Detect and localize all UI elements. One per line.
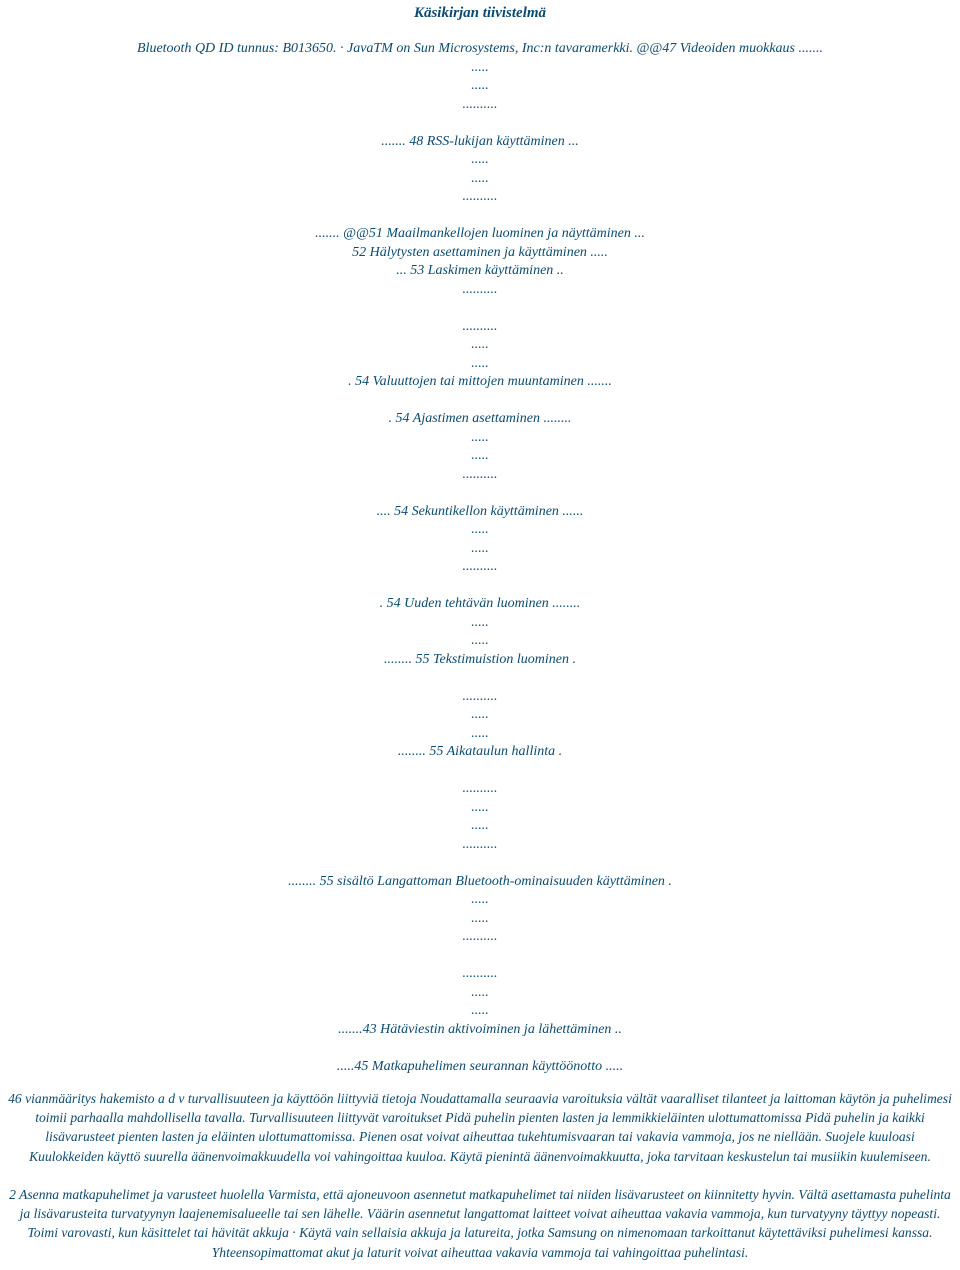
toc-line: .....	[471, 910, 489, 926]
toc-line: .....	[471, 429, 489, 445]
toc-line: . 54 Valuuttojen tai mittojen muuntaminen .......	[348, 374, 612, 389]
toc-line: ..........	[462, 189, 498, 204]
toc-line: ... 53 Laskimen käyttäminen ..	[396, 263, 564, 278]
toc-line: .... 54 Sekuntikellon käyttäminen ......	[376, 503, 584, 519]
toc-line: .....	[471, 522, 489, 537]
toc-line: Bluetooth QD ID tunnus: B013650. · JavaTM on Sun Microsystems, Inc:n tavaramerkki. @@47 Videoiden muokkaus .......	[137, 41, 823, 56]
toc-line: ..........	[462, 688, 498, 704]
toc-line: ..........	[462, 966, 498, 981]
toc-line: .....	[471, 1003, 489, 1018]
toc-line: .....	[471, 984, 489, 1000]
page-title: Käsikirjan tiivistelmä	[413, 5, 547, 21]
toc-line: .....	[471, 170, 489, 186]
toc-line: .....	[471, 152, 489, 167]
toc-line: .....	[471, 540, 489, 556]
toc-line: . 54 Uuden tehtävän luominen ........	[379, 596, 581, 611]
toc-line: .....	[471, 78, 489, 93]
toc-line: .......43 Hätäviestin aktivoiminen ja lähettäminen ..	[338, 1021, 622, 1037]
toc-line: .....	[471, 725, 489, 741]
toc-line: .....	[471, 818, 489, 833]
toc-line: .....	[471, 614, 489, 630]
toc-line: ..........	[462, 281, 498, 297]
toc-line: 52 Hälytysten asettaminen ja käyttäminen .....	[352, 244, 608, 260]
toc-line: .....	[471, 355, 489, 371]
safety-paragraph: 2 Asenna matkapuhelimet ja varusteet huolella Varmista, että ajoneuvoon asennetut matkapuhelimet tai niiden lisävarusteet on kiinnitetty hyvin. Vältä asettamasta puhelinta ja lisävarusteita turvatyynyn laajenemisalueelle tai sen lähelle. Väärin asennetut langattomat laitteet voivat aiheuttaa vakavia vammoja, kun turvatyyny täyttyy nopeasti. Toimi varovasti, kun käsittelet tai hävität akkuja · Käytä vain sellaisia akkuja ja latureita, jotka Samsung on nimenomaan tarkoittanut käytettäviksi puhelimesi kanssa. Yhteensopimattomat akut ja laturit voivat aiheuttaa vakavia vammoja tai vahingoittaa puhelintasi.	[9, 1187, 951, 1260]
toc-line: ....... @@51 Maailmankellojen luominen ja näyttäminen ...	[315, 226, 645, 241]
toc-line: ..........	[462, 466, 498, 482]
toc-line: ..........	[462, 96, 498, 112]
toc-line: .....	[471, 448, 489, 463]
toc-line: ..........	[462, 559, 498, 574]
toc-line: ..........	[462, 929, 498, 944]
toc-line: . 54 Ajastimen asettaminen ........	[388, 411, 572, 426]
toc-line: ........ 55 Tekstimuistion luominen .	[384, 651, 576, 667]
toc-line: ........ 55 sisältö Langattoman Bluetooth-ominaisuuden käyttäminen .	[288, 873, 672, 889]
toc-line: ..........	[462, 836, 498, 852]
toc-line: .....45 Matkapuhelimen seurannan käyttöönotto .....	[336, 1058, 624, 1074]
toc-line: ..........	[462, 318, 498, 334]
safety-paragraph: 46 vianmääritys hakemisto a d v turvallisuuteen ja käyttöön liittyviä tietoja Noudattamalla seuraavia varoituksia vältät vaaralliset tilanteet ja laittoman käytön ja puhelimesi toimii parhaalla mahdollisella tavalla. Turvallisuuteen liittyvät varoitukset Pidä puhelin pienten lasten ja lemmikkieläinten ulottumattomissa Pidä puhelin ja kaikki lisävarusteet pienten lasten ja eläinten ulottumattomissa. Pienen osat voivat aiheuttaa tukehtumisvaaran tai vakavia vammoja, jos ne niellään. Suojele kuuloasi Kuulokkeiden käyttö suurella äänenvoimakkuudella voi vahingoittaa kuuloa. Käytä pienintä äänenvoimakkuutta, joka tarvitaan keskustelun tai musiikin kuulemiseen.	[8, 1091, 952, 1164]
toc-line: .....	[471, 59, 489, 75]
toc-line: .....	[471, 707, 489, 722]
toc-line: .....	[471, 337, 489, 352]
toc-line: ....... 48 RSS-lukijan käyttäminen ...	[381, 133, 579, 149]
toc-line: .....	[471, 799, 489, 815]
toc-line: ..........	[462, 781, 498, 796]
toc-line: .....	[471, 633, 489, 648]
toc-line: ........ 55 Aikataulun hallinta .	[397, 744, 563, 759]
toc-line: .....	[471, 892, 489, 907]
